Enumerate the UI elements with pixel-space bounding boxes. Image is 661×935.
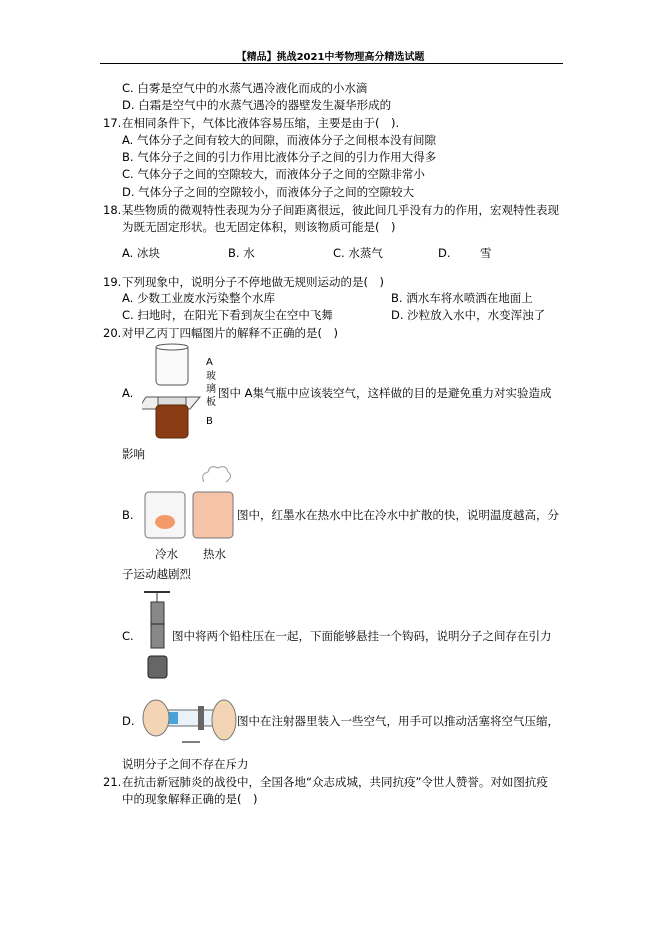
q21-number: 21.	[103, 775, 122, 789]
q20-option-a-text-cont: 影响	[122, 447, 145, 461]
beakers-ink-figure	[142, 462, 237, 542]
q18-stem-line1: 某些物质的微观特性表现为分子间距离很远，彼此间几乎没有力的作用，宏观特性表现	[122, 203, 559, 217]
q19-option-c: C. 扫地时，在阳光下看到灰尘在空中飞舞	[122, 308, 333, 322]
q17-number: 17.	[103, 116, 122, 130]
q20-option-b-label: B.	[122, 508, 134, 522]
q17-option-d: D. 气体分子之间的空隙较小，而液体分子之间的空隙较大	[122, 185, 415, 199]
q18-number: 18.	[103, 203, 122, 217]
syringe-hands-figure	[142, 688, 238, 750]
q20-option-d-label: D.	[122, 714, 135, 728]
q19-option-a: A. 少数工业废水污染整个水库	[122, 291, 275, 305]
q18-option-d: D.	[438, 246, 451, 260]
q20-option-b-text-cont: 子运动越剧烈	[122, 567, 191, 581]
q16-option-d: D. 白霜是空气中的水蒸气遇冷的器壁发生凝华形成的	[122, 98, 392, 112]
q17-stem: 在相同条件下，气体比液体容易压缩，主要是由于( ).	[122, 116, 400, 130]
q21-stem-line1: 在抗击新冠肺炎的战役中，全国各地“众志成城，共同抗疫”令世人赞誉。对如图抗疫	[122, 775, 548, 789]
header-divider	[100, 63, 563, 64]
q19-number: 19.	[103, 275, 122, 289]
page-header: 【精品】挑战2021中考物理高分精选试题	[236, 52, 425, 63]
q17-option-a: A. 气体分子之间有较大的间隙，而液体分子之间根本没有间隙	[122, 133, 436, 147]
q18-stem-line2: 为既无固定形状。也无固定体积，则该物质可能是( )	[122, 220, 396, 234]
label-b: B	[206, 416, 213, 427]
q20-option-d-text: 图中在注射器里装入一些空气，用手可以推动活塞将空气压缩，	[237, 714, 559, 728]
q20-option-a-label: A.	[122, 386, 134, 400]
q20-number: 20.	[103, 326, 122, 340]
q18-option-b: B. 水	[228, 246, 255, 260]
label-hot-water: 热水	[203, 547, 226, 561]
q18-option-c: C. 水蒸气	[333, 246, 383, 260]
q18-option-d-text: 雪	[480, 246, 492, 260]
q19-stem: 下列现象中，说明分子不停地做无规则运动的是( )	[122, 275, 384, 289]
q20-option-c-label: C.	[122, 629, 134, 643]
q20-option-c-text: 图中将两个铅柱压在一起，下面能够悬挂一个钩码，说明分子之间存在引力	[172, 629, 552, 643]
q19-option-d: D. 沙粒放入水中，水变浑浊了	[391, 308, 546, 322]
q20-option-b-text: 图中，红墨水在热水中比在冷水中扩散的快，说明温度越高，分	[237, 508, 559, 522]
lead-cylinders-figure	[142, 590, 172, 680]
q19-option-b: B. 洒水车将水喷洒在地面上	[391, 291, 533, 305]
q17-option-b: B. 气体分子之间的引力作用比液体分子之间的引力作用大得多	[122, 150, 437, 164]
q18-option-a: A. 冰块	[122, 246, 160, 260]
q20-option-a-text: 图中 A集气瓶中应该装空气，这样做的目的是避免重力对实验造成	[218, 386, 552, 400]
label-a: A	[206, 357, 213, 368]
q20-option-d-text-cont: 说明分子之间不存在斥力	[122, 757, 249, 771]
label-glass-plate: 玻璃板	[206, 371, 216, 408]
gas-jar-diffusion-figure	[142, 343, 204, 440]
q20-stem: 对甲乙丙丁四幅图片的解释不正确的是( )	[122, 326, 338, 340]
label-cold-water: 冷水	[155, 547, 178, 561]
q17-option-c: C. 气体分子之间的空隙较大，而液体分子之间的空隙非常小	[122, 167, 425, 181]
q16-option-c: C. 白雾是空气中的水蒸气遇冷液化而成的小水滴	[122, 81, 368, 95]
q21-stem-line2: 中的现象解释正确的是( )	[122, 792, 258, 806]
